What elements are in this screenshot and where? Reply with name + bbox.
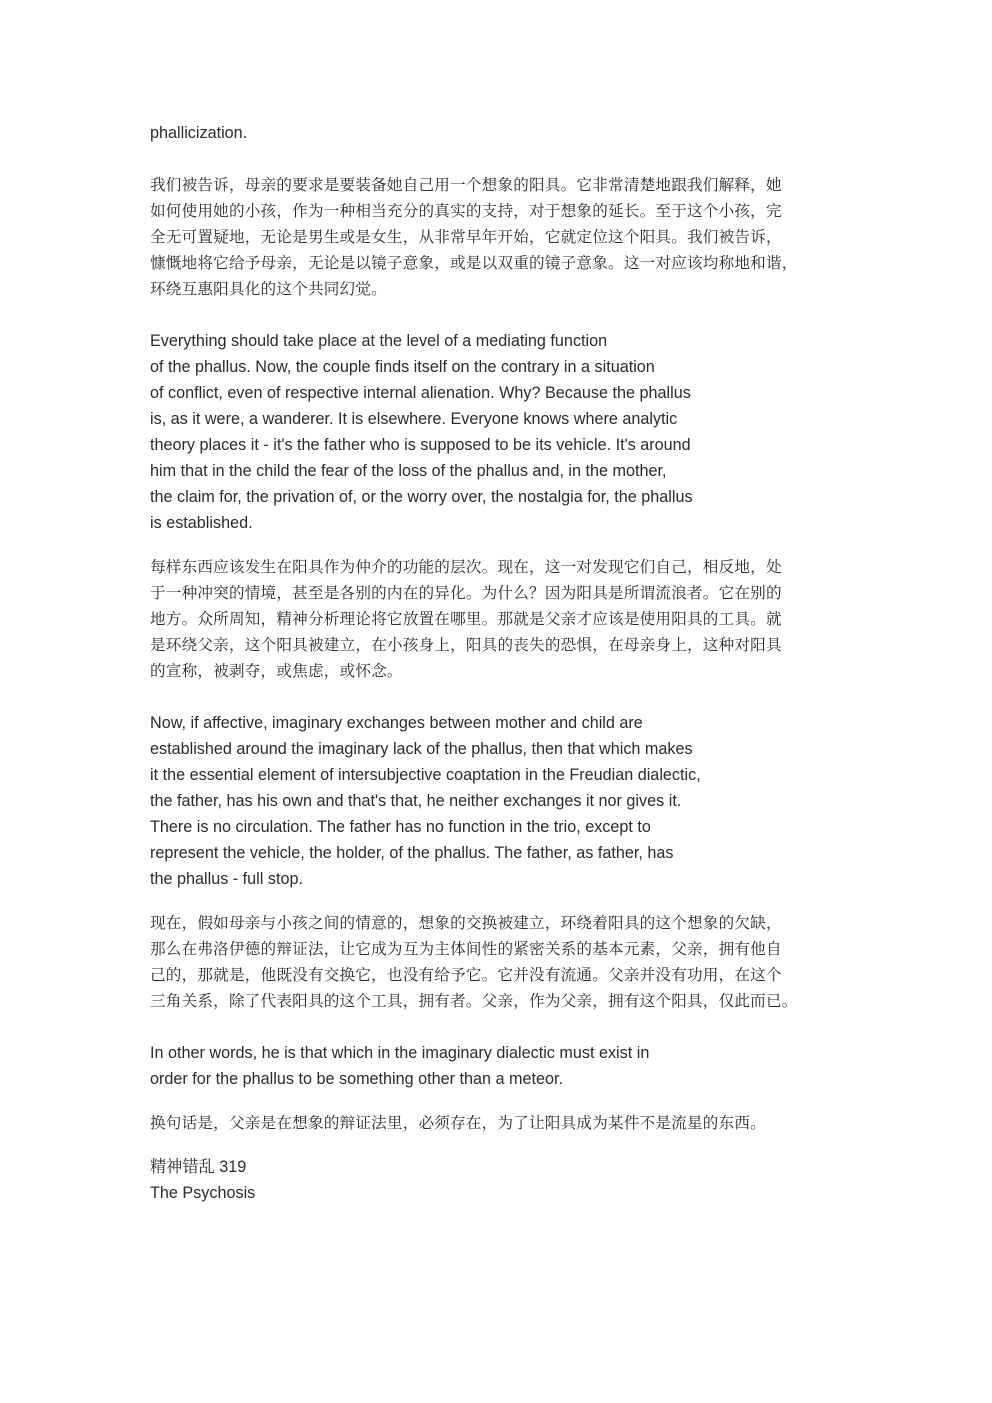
text-line: Everything should take place at the level of a mediating function — [150, 332, 608, 350]
paragraph-english — [150, 120, 850, 146]
text-line: is, as it were, a wanderer. It is elsewhere. Everyone knows where analytic — [150, 410, 678, 428]
text-line: 全无可置疑地，无论是男生或是女生，从非常早年开始，它就定位这个阳具。我们被告诉， — [150, 228, 782, 246]
footer-chinese-title: 精神错乱 — [150, 1158, 215, 1176]
text-line: Now, if affective, imaginary exchanges between mother and child are — [150, 714, 643, 732]
text-line: of conflict, even of respective internal alienation. Why? Because the phallus — [150, 384, 691, 402]
text-line: the phallus - full stop. — [150, 870, 303, 888]
footer-english-title: The Psychosis — [150, 1184, 256, 1202]
text-line: 现在，假如母亲与小孩之间的情意的，想象的交换被建立，环绕着阳具的这个想象的欠缺， — [150, 914, 782, 932]
text-line: There is no circulation. The father has no function in the trio, except to — [150, 818, 651, 836]
text-line: 如何使用她的小孩，作为一种相当充分的真实的支持，对于想象的延长。至于这个小孩，完 — [150, 202, 782, 220]
text-line: theory places it - it's the father who is supposed to be its vehicle. It's around — [150, 436, 691, 454]
text-line: is established. — [150, 514, 253, 532]
running-footer — [150, 1154, 850, 1206]
text-line: 的宣称，被剥夺，或焦虑，或怀念。 — [150, 662, 403, 680]
text-line: In other words, he is that which in the imaginary dialectic must exist in — [150, 1044, 650, 1062]
text-line: 那么在弗洛伊德的辩证法，让它成为互为主体间性的紧密关系的基本元素，父亲，拥有他自 — [150, 940, 782, 958]
footer-chinese-line — [150, 1154, 850, 1180]
text-line: 换句话是，父亲是在想象的辩证法里，必须存在，为了让阳具成为某件不是流星的东西。 — [150, 1114, 766, 1132]
paragraph-english — [150, 1040, 850, 1092]
text-line: 环绕互惠阳具化的这个共同幻觉。 — [150, 280, 387, 298]
paragraph-chinese — [150, 172, 846, 302]
paragraph-chinese — [150, 554, 846, 684]
text-line: it the essential element of intersubjective coaptation in the Freudian dialectic, — [150, 766, 701, 784]
text-line: represent the vehicle, the holder, of the phallus. The father, as father, has — [150, 844, 674, 862]
text-line: the claim for, the privation of, or the worry over, the nostalgia for, the phallus — [150, 488, 693, 506]
text-line: established around the imaginary lack of the phallus, then that which makes — [150, 740, 693, 758]
text-line: order for the phallus to be something other than a meteor. — [150, 1070, 564, 1088]
text-line: 地方。众所周知，精神分析理论将它放置在哪里。那就是父亲才应该是使用阳具的工具。就 — [150, 610, 782, 628]
paragraph-english — [150, 328, 850, 536]
text-line: 三角关系，除了代表阳具的这个工具，拥有者。父亲，作为父亲，拥有这个阳具，仅此而已。 — [150, 992, 798, 1010]
text-line: 是环绕父亲，这个阳具被建立，在小孩身上，阳具的丧失的恐惧，在母亲身上，这种对阳具 — [150, 636, 782, 654]
text-line: of the phallus. Now, the couple finds itself on the contrary in a situation — [150, 358, 655, 376]
document-page — [150, 120, 850, 1206]
paragraph-english — [150, 710, 850, 892]
text-line: the father, has his own and that's that, he neither exchanges it nor gives it. — [150, 792, 682, 810]
text-line: 慷慨地将它给予母亲，无论是以镜子意象，或是以双重的镜子意象。这一对应该均称地和谐， — [150, 254, 798, 272]
text-line: 于一种冲突的情境，甚至是各别的内在的异化。为什么？因为阳具是所谓流浪者。它在别的 — [150, 584, 782, 602]
text-line: him that in the child the fear of the loss of the phallus and, in the mother, — [150, 462, 667, 480]
paragraph-chinese — [150, 910, 846, 1014]
text-line: phallicization. — [150, 124, 248, 142]
page-number: 319 — [219, 1158, 247, 1176]
paragraph-chinese — [150, 1110, 846, 1136]
text-line: 我们被告诉，母亲的要求是要装备她自己用一个想象的阳具。它非常清楚地跟我们解释，她 — [150, 176, 782, 194]
text-line: 每样东西应该发生在阳具作为仲介的功能的层次。现在，这一对发现它们自己，相反地，处 — [150, 558, 782, 576]
text-line: 己的，那就是，他既没有交换它，也没有给予它。它并没有流通。父亲并没有功用，在这个 — [150, 966, 782, 984]
